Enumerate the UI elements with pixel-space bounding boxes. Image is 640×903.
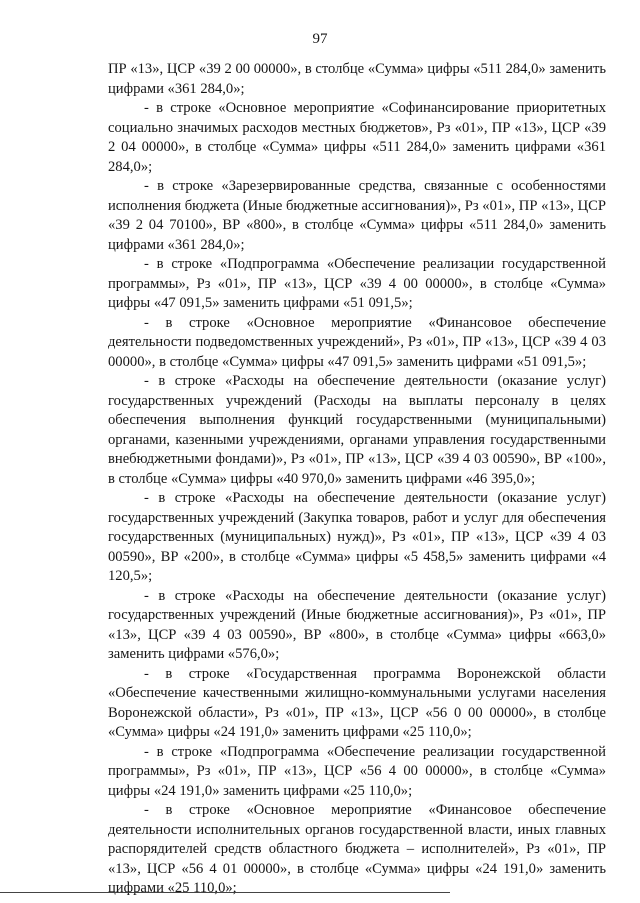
document-body	[108, 60, 606, 899]
paragraph: - в строке «Расходы на обеспечение деятельности (оказание услуг) государственных учреждений (Расходы на выплаты персоналу в целях обеспечения выполнения функций государственными (муниципальными) органами, казенными учреждениями, органами управления государственными внебюджетными фондами)», Рз «01», ПР «13», ЦСР «39 4 03 00590», ВР «100», в столбце «Сумма» цифры «40 970,0» заменить цифрами «46 395,0»;	[108, 373, 606, 487]
paragraph: - в строке «Государственная программа Воронежской области «Обеспечение качественными жилищно-коммунальными услугами населения Воронежской области», Рз «01», ПР «13», ЦСР «56 0 00 00000», в столбце «Сумма» цифры «24 191,0» заменить цифрами «25 110,0»;	[108, 665, 606, 740]
paragraph-continuation: ПР «13», ЦСР «39 2 00 00000», в столбце «Сумма» цифры «511 284,0» заменить цифрами «361 284,0»;	[108, 61, 606, 97]
page-number: 97	[312, 31, 328, 47]
paragraph: - в строке «Зарезервированные средства, связанные с особенностями исполнения бюджета (Иные бюджетные ассигнования)», Рз «01», ПР «13», ЦСР «39 2 04 70100», ВР «800», в столбце «Сумма» цифры «511 284,0» заменить цифрами «361 284,0»;	[108, 178, 606, 253]
paragraph: - в строке «Расходы на обеспечение деятельности (оказание услуг) государственных учреждений (Закупка товаров, работ и услуг для обеспечения государственных (муниципальных) нужд)», Рз «01», ПР «13», ЦСР «39 4 03 00590», ВР «200», в столбце «Сумма» цифры «5 458,5» заменить цифрами «4 120,5»;	[108, 490, 606, 584]
paragraph: - в строке «Основное мероприятие «Финансовое обеспечение деятельности подведомственных учреждений», Рз «01», ПР «13», ЦСР «39 4 03 00000», в столбце «Сумма» цифры «47 091,5» заменить цифрами «51 091,5»;	[108, 314, 606, 370]
paragraph: - в строке «Подпрограмма «Обеспечение реализации государственной программы», Рз «01», ПР «13», ЦСР «39 4 00 00000», в столбце «Сумма» цифры «47 091,5» заменить цифрами «51 091,5»;	[108, 256, 606, 311]
paragraph: - в строке «Основное мероприятие «Финансовое обеспечение деятельности исполнительных органов государственной власти, иных главных распорядителей средств областного бюджета – исполнителей», Рз «01», ПР «13», ЦСР «56 4 01 00000», в столбце «Сумма» цифры «24 191,0» заменить цифрами «25 110,0»;	[108, 802, 606, 896]
paragraph: - в строке «Подпрограмма «Обеспечение реализации государственной программы», Рз «01», ПР «13», ЦСР «56 4 00 00000», в столбце «Сумма» цифры «24 191,0» заменить цифрами «25 110,0»;	[108, 743, 606, 799]
bottom-rule	[0, 892, 450, 893]
paragraph: - в строке «Расходы на обеспечение деятельности (оказание услуг) государственных учреждений (Иные бюджетные ассигнования)», Рз «01», ПР «13», ЦСР «39 4 03 00590», ВР «800», в столбце «Сумма» цифры «663,0» заменить цифрами «576,0»;	[108, 587, 606, 662]
paragraph: - в строке «Основное мероприятие «Софинансирование приоритетных социально значимых расходов местных бюджетов», Рз «01», ПР «13», ЦСР «39 2 04 00000», в столбце «Сумма» цифры «511 284,0» заменить цифрами «361 284,0»;	[108, 100, 606, 175]
